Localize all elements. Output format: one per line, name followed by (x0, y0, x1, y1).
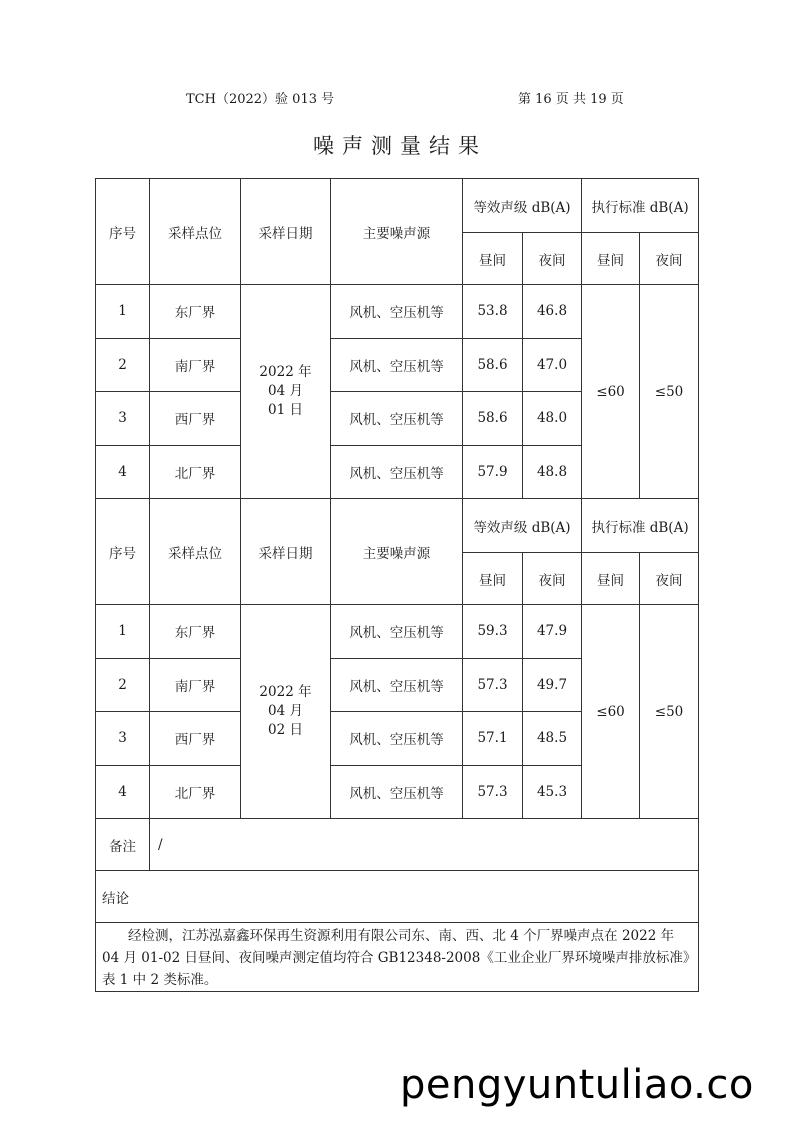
cell-source: 风机、空压机等 (331, 285, 463, 339)
cell-point: 东厂界 (150, 285, 241, 339)
cell-point: 西厂界 (150, 712, 241, 766)
cell-std-day: ≤60 (582, 285, 640, 499)
cell-seq: 3 (96, 712, 150, 766)
cell-day-value: 59.3 (463, 605, 523, 659)
cell-day-value: 57.3 (463, 765, 523, 819)
noise-results-table (95, 178, 699, 992)
conclusion-label: 结论 (96, 871, 699, 923)
table-row (96, 605, 699, 659)
table-header-row (96, 179, 699, 233)
header-leq-night: 夜间 (523, 233, 582, 285)
cell-source: 风机、空压机等 (331, 658, 463, 712)
remarks-value: / (150, 819, 699, 871)
cell-seq: 2 (96, 658, 150, 712)
cell-point: 东厂界 (150, 605, 241, 659)
cell-night-value: 48.5 (523, 712, 582, 766)
cell-seq: 1 (96, 285, 150, 339)
header-leq-day: 昼间 (463, 553, 523, 605)
cell-seq: 1 (96, 605, 150, 659)
cell-source: 风机、空压机等 (331, 765, 463, 819)
conclusion-row (96, 923, 699, 992)
header-seq: 序号 (96, 499, 150, 605)
cell-night-value: 46.8 (523, 285, 582, 339)
cell-seq: 4 (96, 765, 150, 819)
cell-night-value: 47.0 (523, 338, 582, 392)
cell-day-value: 57.9 (463, 445, 523, 499)
cell-night-value: 48.0 (523, 392, 582, 446)
cell-point: 南厂界 (150, 658, 241, 712)
header-std-day: 昼间 (582, 553, 640, 605)
cell-std-night: ≤50 (640, 285, 699, 499)
page-info: 第 16 页 共 19 页 (518, 92, 624, 107)
cell-point: 南厂界 (150, 338, 241, 392)
header-point: 采样点位 (150, 499, 241, 605)
header-leq: 等效声级 dB(A) (463, 499, 582, 553)
header-point: 采样点位 (150, 179, 241, 285)
cell-std-night: ≤50 (640, 605, 699, 819)
table-row (96, 285, 699, 339)
header-standard: 执行标准 dB(A) (582, 179, 699, 233)
cell-day-value: 58.6 (463, 338, 523, 392)
cell-night-value: 48.8 (523, 445, 582, 499)
cell-night-value: 49.7 (523, 658, 582, 712)
cell-source: 风机、空压机等 (331, 605, 463, 659)
cell-date: 2022 年 04 月 02 日 (241, 605, 331, 819)
cell-day-value: 57.1 (463, 712, 523, 766)
header-standard: 执行标准 dB(A) (582, 499, 699, 553)
cell-point: 西厂界 (150, 392, 241, 446)
cell-point: 北厂界 (150, 765, 241, 819)
cell-source: 风机、空压机等 (331, 392, 463, 446)
cell-date: 2022 年 04 月 01 日 (241, 285, 331, 499)
cell-day-value: 57.3 (463, 658, 523, 712)
header-std-day: 昼间 (582, 233, 640, 285)
conclusion-label-row (96, 871, 699, 923)
document-number: TCH（2022）验 013 号 (186, 92, 335, 107)
cell-std-day: ≤60 (582, 605, 640, 819)
header-std-night: 夜间 (640, 233, 699, 285)
conclusion-cell (96, 923, 699, 992)
cell-day-value: 53.8 (463, 285, 523, 339)
header-seq: 序号 (96, 179, 150, 285)
cell-night-value: 45.3 (523, 765, 582, 819)
cell-seq: 3 (96, 392, 150, 446)
cell-source: 风机、空压机等 (331, 712, 463, 766)
conclusion-text: 经检测，江苏泓嘉鑫环保再生资源利用有限公司东、南、西、北 4 个厂界噪声点在 2022 年 04 月 01-02 日昼间、夜间噪声测定值均符合 GB12348-2008《工业企业厂界环境噪声排放标准》表 1 中 2 类标准。 (102, 928, 690, 988)
cell-night-value: 47.9 (523, 605, 582, 659)
cell-seq: 4 (96, 445, 150, 499)
header-source: 主要噪声源 (331, 499, 463, 605)
header-std-night: 夜间 (640, 553, 699, 605)
remarks-row (96, 819, 699, 871)
header-leq-day: 昼间 (463, 233, 523, 285)
header-leq-night: 夜间 (523, 553, 582, 605)
cell-seq: 2 (96, 338, 150, 392)
watermark: pengyuntuliao.co (400, 1062, 754, 1108)
page-title: 噪声测量结果 (313, 134, 487, 158)
header-date: 采样日期 (241, 499, 331, 605)
table-header-row (96, 499, 699, 553)
cell-source: 风机、空压机等 (331, 445, 463, 499)
cell-point: 北厂界 (150, 445, 241, 499)
header-source: 主要噪声源 (331, 179, 463, 285)
header-date: 采样日期 (241, 179, 331, 285)
header-leq: 等效声级 dB(A) (463, 179, 582, 233)
cell-source: 风机、空压机等 (331, 338, 463, 392)
remarks-label: 备注 (96, 819, 150, 871)
cell-day-value: 58.6 (463, 392, 523, 446)
